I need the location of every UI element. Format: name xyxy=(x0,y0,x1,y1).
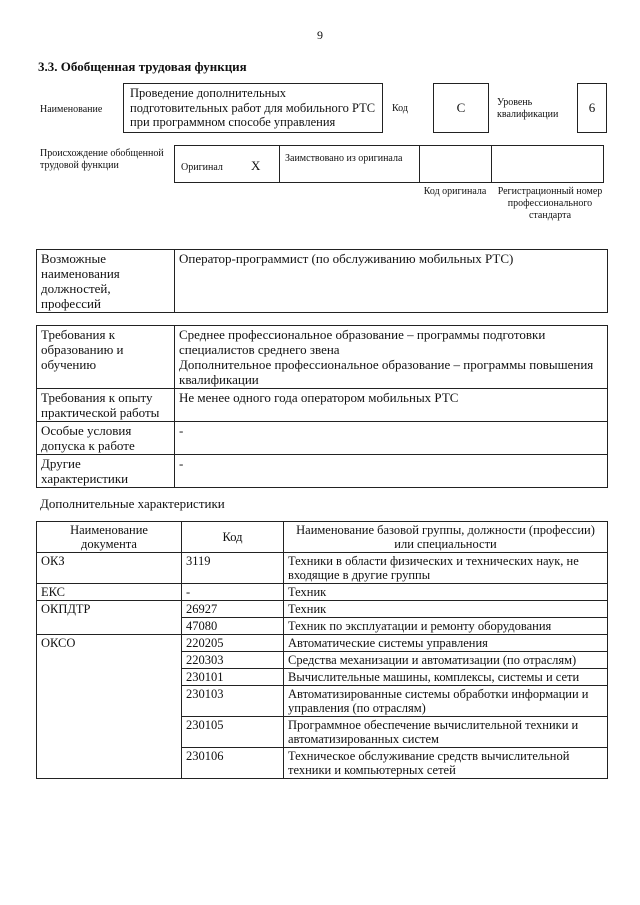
doc-cell xyxy=(37,748,182,779)
name-cell: Автоматизированные системы обработки информации и управления (по отраслям) xyxy=(284,686,608,717)
req-experience-label: Требования к опыту практической работы xyxy=(37,389,175,422)
name-cell: Средства механизации и автоматизации (по отраслям) xyxy=(284,652,608,669)
positions-table xyxy=(36,249,608,313)
name-cell: Техническое обслуживание средств вычислительной техники и компьютерных сетей xyxy=(284,748,608,779)
req-special-label: Особые условия допуска к работе xyxy=(37,422,175,455)
code-cell: 220205 xyxy=(182,635,284,652)
req-education-value xyxy=(175,326,608,389)
level-label: Уровень квалификации xyxy=(497,97,559,120)
original-label: Оригинал xyxy=(181,162,223,173)
header-name: Наименование базовой группы, должности (профессии) или специальности xyxy=(284,522,608,553)
header-code: Код xyxy=(182,522,284,553)
code-cell: 230103 xyxy=(182,686,284,717)
name-cell: Техник по эксплуатации и ремонту оборудования xyxy=(284,618,608,635)
name-cell: Техник xyxy=(284,584,608,601)
name-cell: Программное обеспечение вычислительной техники и автоматизированных систем xyxy=(284,717,608,748)
reg-number-caption: Регистрационный номер профессионального стандарта xyxy=(497,186,603,221)
doc-cell: ОКПДТР xyxy=(37,601,182,618)
origin-box xyxy=(174,145,604,183)
doc-cell: ОКСО xyxy=(37,635,182,652)
name-label: Наименование xyxy=(40,104,103,115)
doc-cell xyxy=(37,652,182,669)
positions-value: Оператор-программист (по обслуживанию мобильных РТС) xyxy=(175,250,608,313)
function-name: Проведение дополнительных подготовительных работ для мобильного РТС при программном способе управления xyxy=(130,86,376,129)
code-label: Код xyxy=(392,103,408,114)
header-doc: Наименование документа xyxy=(37,522,182,553)
req-line: Дополнительное профессиональное образование – программы повышения квалификации xyxy=(179,357,594,387)
req-other-label: Другие характеристики xyxy=(37,455,175,488)
name-cell: Техники в области физических и технических наук, не входящие в другие группы xyxy=(284,553,608,584)
req-line: Среднее профессиональное образование – программы подготовки специалистов среднего звена xyxy=(179,327,546,357)
divider xyxy=(279,146,280,182)
page-number: 9 xyxy=(317,28,323,42)
section-title: 3.3. Обобщенная трудовая функция xyxy=(38,59,247,74)
divider xyxy=(491,146,492,182)
level-box xyxy=(577,83,607,133)
req-other-value: - xyxy=(175,455,608,488)
requirements-table xyxy=(36,325,608,488)
doc-cell xyxy=(37,686,182,717)
code-cell: - xyxy=(182,584,284,601)
original-mark: X xyxy=(251,158,261,173)
req-special-value: - xyxy=(175,422,608,455)
doc-cell xyxy=(37,717,182,748)
code-original-caption: Код оригинала xyxy=(423,186,487,197)
code-cell: 230101 xyxy=(182,669,284,686)
code-cell: 47080 xyxy=(182,618,284,635)
origin-label: Происхождение обобщенной трудовой функции xyxy=(40,148,164,171)
level-value: 6 xyxy=(588,100,596,115)
additional-table xyxy=(36,521,608,779)
code-cell: 26927 xyxy=(182,601,284,618)
doc-cell: ОКЗ xyxy=(37,553,182,584)
doc-cell: ЕКС xyxy=(37,584,182,601)
name-cell: Автоматические системы управления xyxy=(284,635,608,652)
borrowed-label: Заимствовано из оригинала xyxy=(285,153,403,164)
code-cell: 230105 xyxy=(182,717,284,748)
code-cell: 230106 xyxy=(182,748,284,779)
code-cell: 220303 xyxy=(182,652,284,669)
code-cell: 3119 xyxy=(182,553,284,584)
name-cell: Техник xyxy=(284,601,608,618)
doc-cell xyxy=(37,669,182,686)
req-experience-value: Не менее одного года оператором мобильных РТС xyxy=(175,389,608,422)
req-education-label: Требования к образованию и обучению xyxy=(37,326,175,389)
function-name-box xyxy=(123,83,383,133)
additional-title: Дополнительные характеристики xyxy=(40,496,225,511)
doc-cell xyxy=(37,618,182,635)
divider xyxy=(419,146,420,182)
positions-label: Возможные наименования должностей, профессий xyxy=(37,250,175,313)
name-cell: Вычислительные машины, комплексы, системы и сети xyxy=(284,669,608,686)
code-value: C xyxy=(456,100,466,115)
code-box xyxy=(433,83,489,133)
